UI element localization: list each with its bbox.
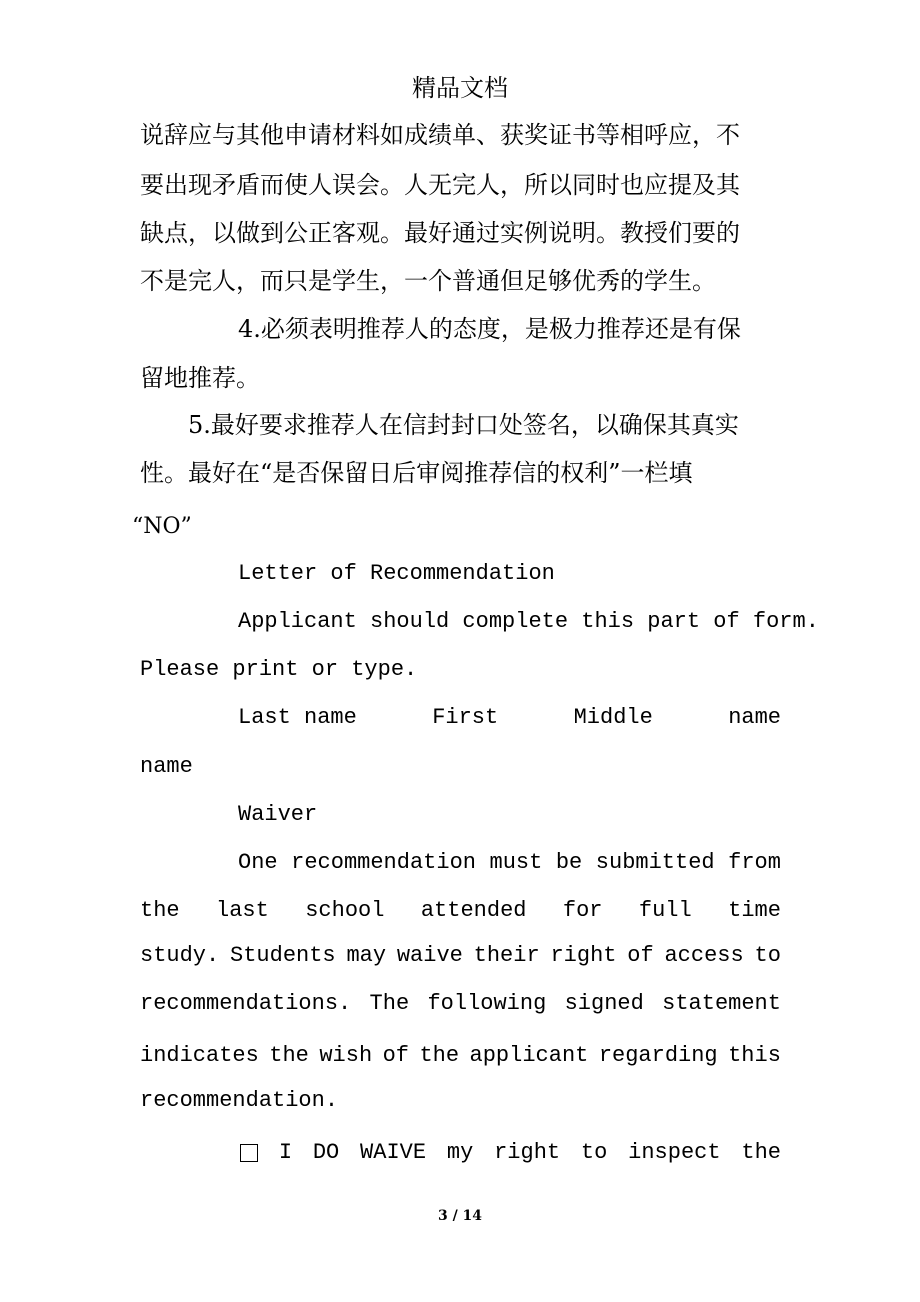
item-5-line: 性。最好在“是否保留日后审阅推荐信的权利”一栏填: [140, 459, 693, 487]
name-label: name: [728, 705, 781, 730]
waiver-line: [140, 990, 781, 1018]
word: Students: [230, 943, 336, 968]
word: from: [728, 850, 781, 875]
instruction-line: Please print or type.: [140, 657, 418, 682]
page-indicator: 3 / 14: [437, 1208, 483, 1224]
word: time: [728, 898, 781, 923]
word: One: [238, 850, 278, 875]
waiver-line: [140, 897, 781, 925]
word: statement: [662, 991, 781, 1016]
word: wish: [319, 1043, 373, 1068]
word: last: [216, 898, 269, 923]
paragraph-line: 不是完人，而只是学生，一个普通但足够优秀的学生。: [140, 267, 716, 295]
item-4-line: 留地推荐。: [140, 364, 260, 392]
middle-label: Middle: [573, 705, 653, 730]
letter-title: Letter of Recommendation: [238, 561, 555, 586]
word: of: [382, 1043, 410, 1068]
waive-checkbox[interactable]: [240, 1144, 258, 1162]
item-5-line: 5.最好要求推荐人在信封封口处签名，以确保其真实: [188, 411, 739, 439]
word: their: [473, 943, 540, 968]
waiver-line: [140, 942, 781, 970]
word: waive: [396, 943, 463, 968]
word: be: [555, 850, 583, 875]
page-header-title: 精品文档: [412, 74, 508, 102]
paragraph-line: 说辞应与其他申请材料如成绩单、获奖证书等相呼应，不: [140, 121, 740, 149]
word: the: [741, 1140, 781, 1165]
word: recommendations.: [140, 991, 352, 1016]
word: study.: [140, 943, 220, 968]
word: of: [627, 943, 654, 968]
last-name-label: Last name: [238, 705, 357, 730]
item-5-line: “NO”: [132, 514, 192, 539]
paragraph-line: 要出现矛盾而使人误会。人无完人，所以同时也应提及其: [140, 171, 740, 199]
word: DO: [312, 1140, 340, 1165]
name-label-wrap: name: [140, 754, 193, 779]
word: the: [269, 1043, 309, 1068]
word: regarding: [598, 1043, 718, 1068]
word: access: [664, 943, 744, 968]
first-label: First: [432, 705, 499, 730]
word: full: [638, 898, 692, 923]
word: the: [140, 898, 180, 923]
paragraph-line: 缺点，以做到公正客观。最好通过实例说明。教授们要的: [140, 219, 740, 247]
word: submitted: [595, 850, 715, 875]
word: WAIVE: [360, 1140, 427, 1165]
word: attended: [420, 898, 527, 923]
word: may: [346, 943, 387, 968]
word: indicates: [140, 1043, 259, 1068]
word: my: [446, 1140, 474, 1165]
word: right: [550, 943, 617, 968]
word: following: [427, 991, 547, 1016]
word: for: [562, 898, 603, 923]
instruction-line: Applicant should complete this part of form.: [238, 609, 819, 634]
word: signed: [564, 991, 644, 1016]
word: inspect: [628, 1140, 721, 1165]
word: to: [754, 943, 781, 968]
word: the: [419, 1043, 460, 1068]
word: applicant: [469, 1043, 589, 1068]
word: school: [305, 898, 385, 923]
word: to: [580, 1140, 608, 1165]
waiver-line: [238, 849, 781, 877]
waiver-heading: Waiver: [238, 802, 318, 827]
word: The: [369, 991, 410, 1016]
waiver-option-row: [240, 1139, 781, 1167]
name-fields-row: [238, 704, 781, 732]
waiver-line: [140, 1042, 781, 1070]
item-4-line: 4.必须表明推荐人的态度，是极力推荐还是有保: [238, 315, 741, 343]
word: I: [278, 1140, 293, 1165]
waiver-line-last: recommendation.: [140, 1088, 339, 1113]
word: this: [728, 1043, 781, 1068]
word: must: [489, 850, 543, 875]
word: recommendation: [291, 850, 476, 875]
word: right: [494, 1140, 561, 1165]
